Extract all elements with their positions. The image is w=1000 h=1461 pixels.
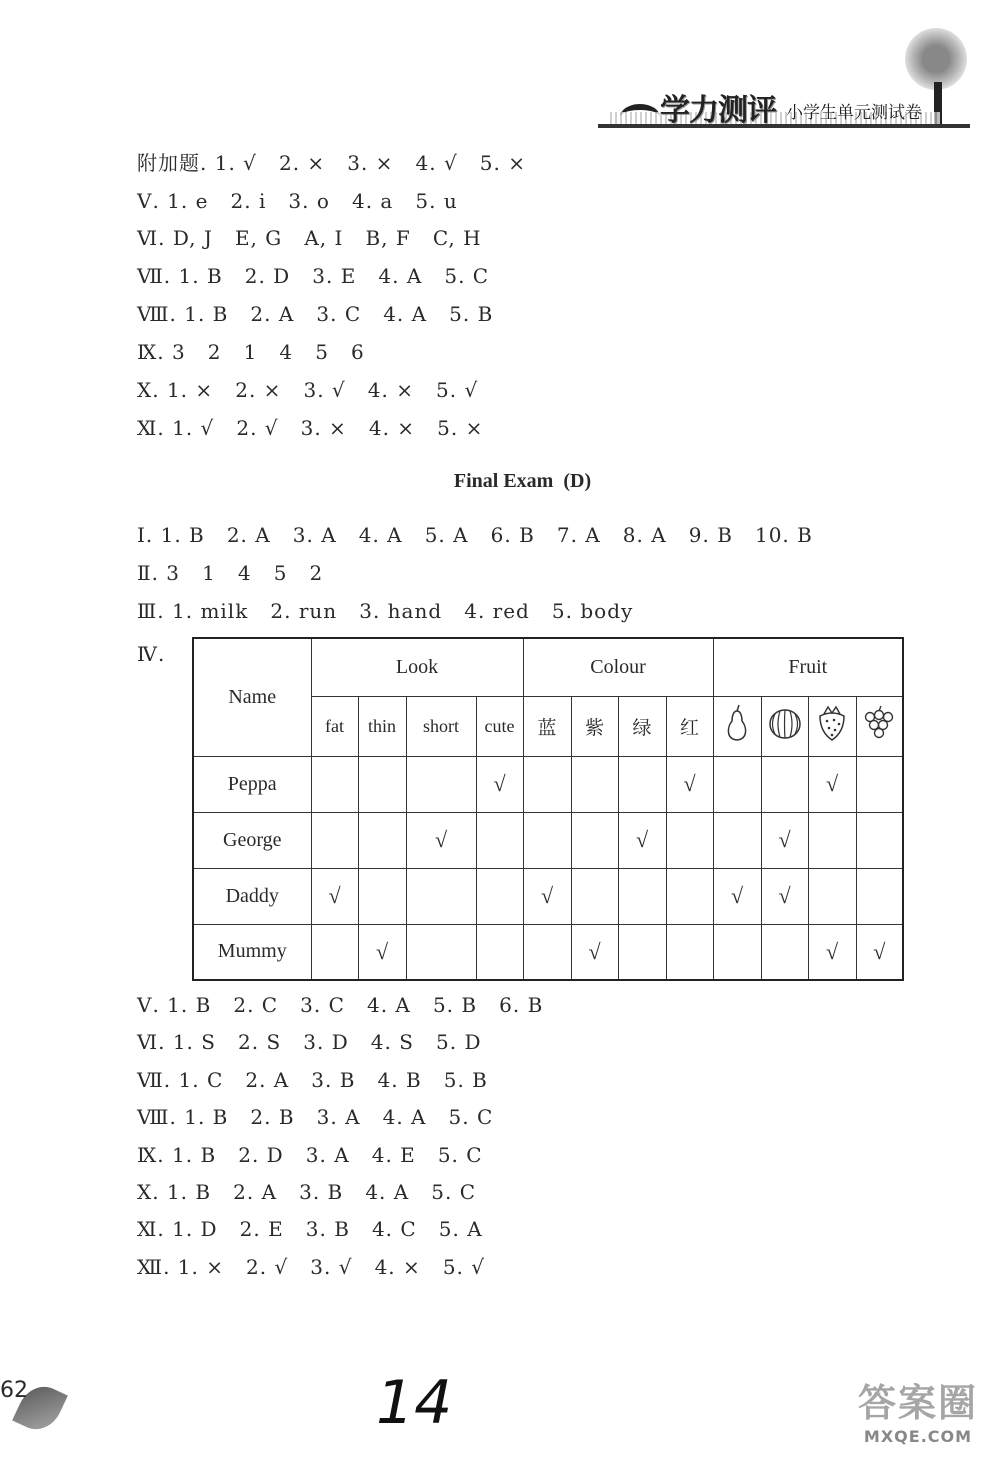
tick-cell: √	[406, 812, 476, 868]
tick-cell	[618, 924, 666, 980]
row-name: Peppa	[193, 756, 311, 812]
look-col: thin	[358, 696, 406, 756]
tick-cell	[523, 812, 571, 868]
answer-line: Ⅷ. 1. B 2. B 3. A 4. A 5. C	[137, 1105, 494, 1129]
answer-line: Ⅻ. 1. × 2. √ 3. √ 4. × 5. √	[137, 1255, 486, 1279]
answer-line: Ⅴ. 1. e 2. i 3. o 4. a 5. u	[137, 189, 458, 213]
answer-line: Ⅹ. 1. × 2. × 3. √ 4. × 5. √	[137, 378, 479, 402]
tick-cell	[571, 812, 618, 868]
table-group-look: Look	[311, 638, 523, 696]
pear-icon	[713, 696, 761, 756]
answer-line: Ⅵ. 1. S 2. S 3. D 4. S 5. D	[137, 1030, 482, 1054]
header-ground-line	[598, 124, 970, 128]
tick-cell	[713, 924, 761, 980]
answer-line: Ⅹ. 1. B 2. A 3. B 4. A 5. C	[137, 1180, 477, 1204]
table-row	[193, 924, 903, 980]
answer-line: 附加题. 1. √ 2. × 3. × 4. √ 5. ×	[137, 151, 526, 175]
tick-cell	[713, 812, 761, 868]
row-name: George	[193, 812, 311, 868]
row-name: Daddy	[193, 868, 311, 924]
answer-line: Ⅴ. 1. B 2. C 3. C 4. A 5. B 6. B	[137, 993, 544, 1017]
handwritten-number: 14	[376, 1368, 453, 1438]
answer-line: Ⅷ. 1. B 2. A 3. C 4. A 5. B	[137, 302, 494, 326]
tick-cell	[618, 868, 666, 924]
watermelon-icon	[761, 696, 808, 756]
watermark-url: MXQE.COM	[863, 1427, 973, 1446]
tick-cell	[358, 868, 406, 924]
colour-col: 紫	[571, 696, 618, 756]
tick-cell	[476, 924, 523, 980]
tick-cell: √	[761, 812, 808, 868]
tick-cell	[406, 868, 476, 924]
tick-cell: √	[523, 868, 571, 924]
tick-cell	[358, 756, 406, 812]
tick-cell: √	[761, 868, 808, 924]
tick-cell: √	[666, 756, 713, 812]
tick-cell: √	[311, 868, 358, 924]
strawberry-icon	[808, 696, 856, 756]
table-row	[193, 756, 903, 812]
answer-line: Ⅲ. 1. milk 2. run 3. hand 4. red 5. body	[137, 599, 634, 623]
table-row	[193, 868, 903, 924]
header-subtitle: 小学生单元测试卷	[786, 103, 922, 123]
tick-cell: √	[571, 924, 618, 980]
tick-cell	[666, 868, 713, 924]
answer-line: Ⅰ. 1. B 2. A 3. A 4. A 5. A 6. B 7. A 8. A 9. B 10. B	[137, 523, 813, 547]
tick-cell	[571, 756, 618, 812]
tick-cell	[311, 812, 358, 868]
tick-cell	[406, 924, 476, 980]
header-brand: 学力测评	[660, 93, 776, 128]
tick-cell	[358, 812, 406, 868]
tick-cell	[523, 924, 571, 980]
answer-line: Ⅶ. 1. C 2. A 3. B 4. B 5. B	[137, 1068, 488, 1092]
tick-cell	[761, 756, 808, 812]
tick-cell	[311, 924, 358, 980]
tick-cell: √	[713, 868, 761, 924]
section-title: Final Exam (D)	[453, 470, 592, 492]
answer-line: Ⅺ. 1. D 2. E 3. B 4. C 5. A	[137, 1217, 483, 1241]
header-tree-icon	[905, 28, 967, 90]
tick-cell: √	[358, 924, 406, 980]
tick-cell	[808, 868, 856, 924]
tick-cell: √	[618, 812, 666, 868]
tick-cell: √	[476, 756, 523, 812]
table-group-colour: Colour	[523, 638, 713, 696]
tick-cell	[666, 924, 713, 980]
colour-col: 红	[666, 696, 713, 756]
answer-line: Ⅸ. 1. B 2. D 3. A 4. E 5. C	[137, 1143, 483, 1167]
tick-cell: √	[808, 924, 856, 980]
grapes-icon	[856, 696, 903, 756]
tick-cell	[523, 756, 571, 812]
tick-cell: √	[856, 924, 903, 980]
answer-table	[192, 637, 904, 981]
tick-cell	[856, 756, 903, 812]
tick-cell	[571, 868, 618, 924]
tick-cell	[666, 812, 713, 868]
tick-cell	[406, 756, 476, 812]
answer-line: Ⅱ. 3 1 4 5 2	[137, 561, 324, 585]
table-group-fruit: Fruit	[713, 638, 903, 696]
tick-cell	[476, 868, 523, 924]
tick-cell	[618, 756, 666, 812]
table-header-name: Name	[193, 638, 311, 756]
tick-cell	[856, 868, 903, 924]
watermark-logo: 答案圈	[857, 1381, 978, 1425]
colour-col: 绿	[618, 696, 666, 756]
tick-cell	[808, 812, 856, 868]
tick-cell: √	[808, 756, 856, 812]
answer-line: Ⅳ.	[137, 642, 166, 666]
row-name: Mummy	[193, 924, 311, 980]
tick-cell	[856, 812, 903, 868]
table-row	[193, 812, 903, 868]
page-number: 62	[0, 1378, 28, 1403]
tick-cell	[476, 812, 523, 868]
look-col: short	[406, 696, 476, 756]
answer-line: Ⅺ. 1. √ 2. √ 3. × 4. × 5. ×	[137, 416, 484, 440]
tick-cell	[761, 924, 808, 980]
look-col: cute	[476, 696, 523, 756]
watermark	[843, 1372, 993, 1446]
colour-col: 蓝	[523, 696, 571, 756]
look-col: fat	[311, 696, 358, 756]
tick-cell	[713, 756, 761, 812]
answer-line: Ⅸ. 3 2 1 4 5 6	[137, 340, 365, 364]
answer-line: Ⅵ. D, J E, G A, I B, F C, H	[137, 226, 482, 250]
answer-line: Ⅶ. 1. B 2. D 3. E 4. A 5. C	[137, 264, 490, 288]
tick-cell	[311, 756, 358, 812]
